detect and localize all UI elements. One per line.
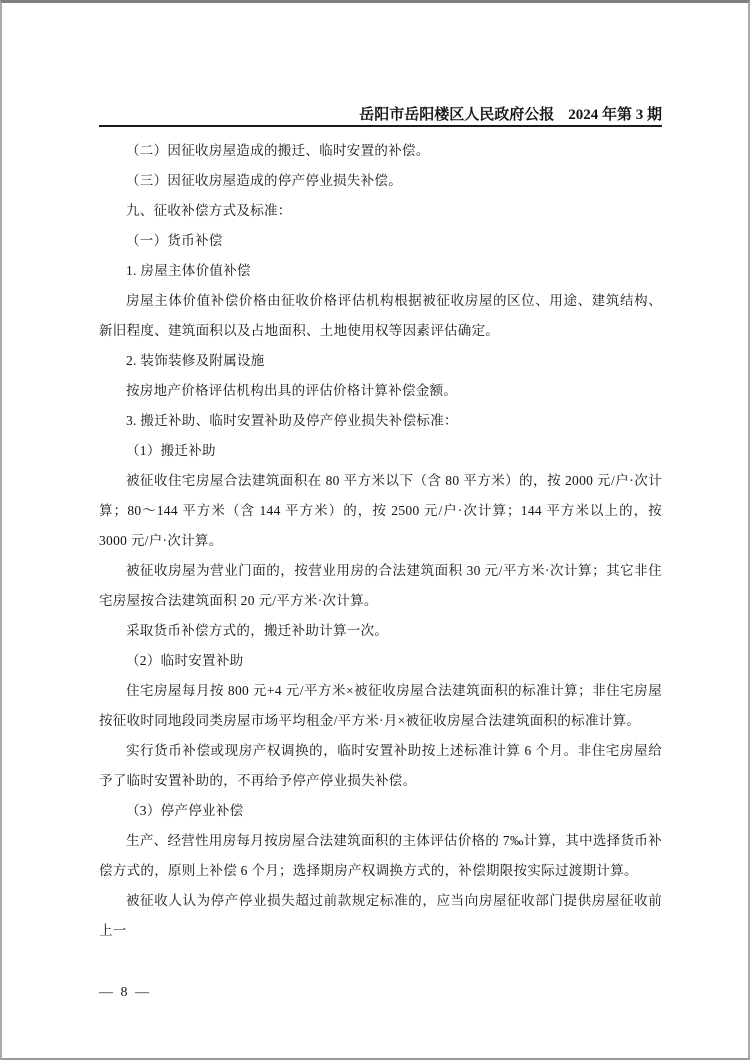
paragraph: （一）货币补偿 xyxy=(126,233,223,248)
paragraph: 生产、经营性用房每月按房屋合法建筑面积的主体评估价格的 7‰计算，其中选择货币补偿方式的，原则上补偿 6 个月；选择期房产权调换方式的，补偿期限按实际过渡期计算。 xyxy=(99,833,662,878)
paragraph: 2. 装饰装修及附属设施 xyxy=(126,353,265,368)
paragraph: 实行货币补偿或现房产权调换的，临时安置补助按上述标准计算 6 个月。非住宅房屋给予了临时安置补助的，不再给予停产停业损失补偿。 xyxy=(99,743,662,788)
paragraph: 1. 房屋主体价值补偿 xyxy=(126,263,251,278)
issue-number: 2024 年第 3 期 xyxy=(568,107,662,123)
paragraph: 住宅房屋每月按 800 元+4 元/平方米×被征收房屋合法建筑面积的标准计算；非住宅房屋按征收时同地段同类房屋市场平均租金/平方米·月×被征收房屋合法建筑面积的标准计算。 xyxy=(99,683,662,728)
paragraph: （1）搬迁补助 xyxy=(126,443,216,458)
paragraph: （3）停产停业补偿 xyxy=(126,803,244,818)
header-rule xyxy=(99,125,662,127)
paragraph: （三）因征收房屋造成的停产停业损失补偿。 xyxy=(126,173,402,188)
paragraph: 被征收人认为停产停业损失超过前款规定标准的，应当向房屋征收部门提供房屋征收前上一 xyxy=(99,893,662,938)
paragraph: 按房地产价格评估机构出具的评估价格计算补偿金额。 xyxy=(126,383,458,398)
paragraph: 3. 搬迁补助、临时安置补助及停产停业损失补偿标准： xyxy=(126,413,458,428)
gazette-title: 岳阳市岳阳楼区人民政府公报 xyxy=(359,107,555,123)
paragraph: 被征收住宅房屋合法建筑面积在 80 平方米以下（含 80 平方米）的，按 2000 元/户·次计算；80～144 平方米（含 144 平方米）的，按 2500 元/户·次计算；144 平方米以上的，按 3000 元/户·次计算。 xyxy=(99,473,662,548)
document-body xyxy=(99,136,662,946)
paragraph: 采取货币补偿方式的，搬迁补助计算一次。 xyxy=(126,623,389,638)
paragraph: （2）临时安置补助 xyxy=(126,653,244,668)
paragraph: 被征收房屋为营业门面的，按营业用房的合法建筑面积 30 元/平方米·次计算；其它非住宅房屋按合法建筑面积 20 元/平方米·次计算。 xyxy=(99,563,662,608)
page-number: — 8 — xyxy=(99,985,151,1000)
paragraph: 房屋主体价值补偿价格由征收价格评估机构根据被征收房屋的区位、用途、建筑结构、新旧程度、建筑面积以及占地面积、土地使用权等因素评估确定。 xyxy=(99,293,662,338)
paragraph: 九、征收补偿方式及标准： xyxy=(126,203,292,218)
gazette-header xyxy=(99,103,662,124)
paragraph: （二）因征收房屋造成的搬迁、临时安置的补偿。 xyxy=(126,143,430,158)
